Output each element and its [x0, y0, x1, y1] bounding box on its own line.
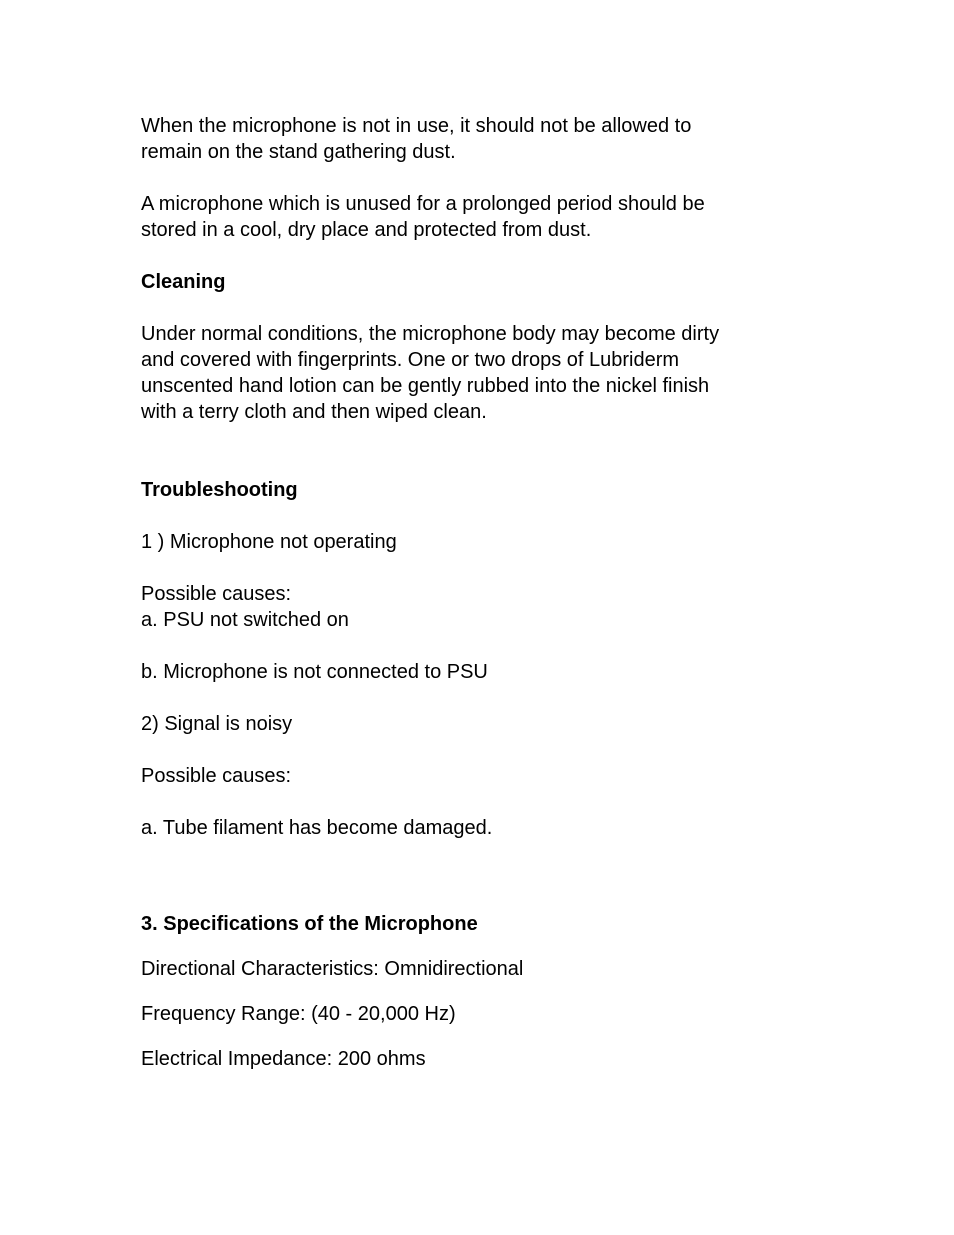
- cleaning-heading: Cleaning: [141, 271, 226, 293]
- document-page: [141, 113, 841, 1072]
- cause-item: b. Microphone is not connected to PSU: [141, 661, 488, 683]
- text-line: Under normal conditions, the microphone body may become dirty: [141, 323, 720, 345]
- spec-impedance: Electrical Impedance: 200 ohms: [141, 1048, 426, 1070]
- spec-directional: Directional Characteristics: Omnidirectional: [141, 958, 524, 980]
- text-line: remain on the stand gathering dust.: [141, 141, 456, 163]
- text-line: stored in a cool, dry place and protected from dust.: [141, 219, 592, 241]
- storage-paragraph-2: [141, 191, 841, 243]
- possible-causes-1: [141, 581, 841, 633]
- causes-label: Possible causes:: [141, 583, 292, 605]
- causes-label: Possible causes:: [141, 765, 292, 787]
- text-line: A microphone which is unused for a prolonged period should be: [141, 193, 705, 215]
- text-line: When the microphone is not in use, it should not be allowed to: [141, 115, 692, 137]
- text-line: unscented hand lotion can be gently rubbed into the nickel finish: [141, 375, 710, 397]
- specifications-heading: 3. Specifications of the Microphone: [141, 913, 478, 935]
- troubleshooting-heading: Troubleshooting: [141, 479, 298, 501]
- cleaning-paragraph: [141, 321, 841, 425]
- trouble-item-2: 2) Signal is noisy: [141, 713, 293, 735]
- storage-paragraph-1: [141, 113, 841, 165]
- trouble-item-1: 1 ) Microphone not operating: [141, 531, 397, 553]
- cause-item: a. PSU not switched on: [141, 609, 349, 631]
- text-line: and covered with fingerprints. One or two drops of Lubriderm: [141, 349, 680, 371]
- cause-item: a. Tube filament has become damaged.: [141, 817, 493, 839]
- spec-frequency: Frequency Range: (40 - 20,000 Hz): [141, 1003, 456, 1025]
- text-line: with a terry cloth and then wiped clean.: [141, 401, 487, 423]
